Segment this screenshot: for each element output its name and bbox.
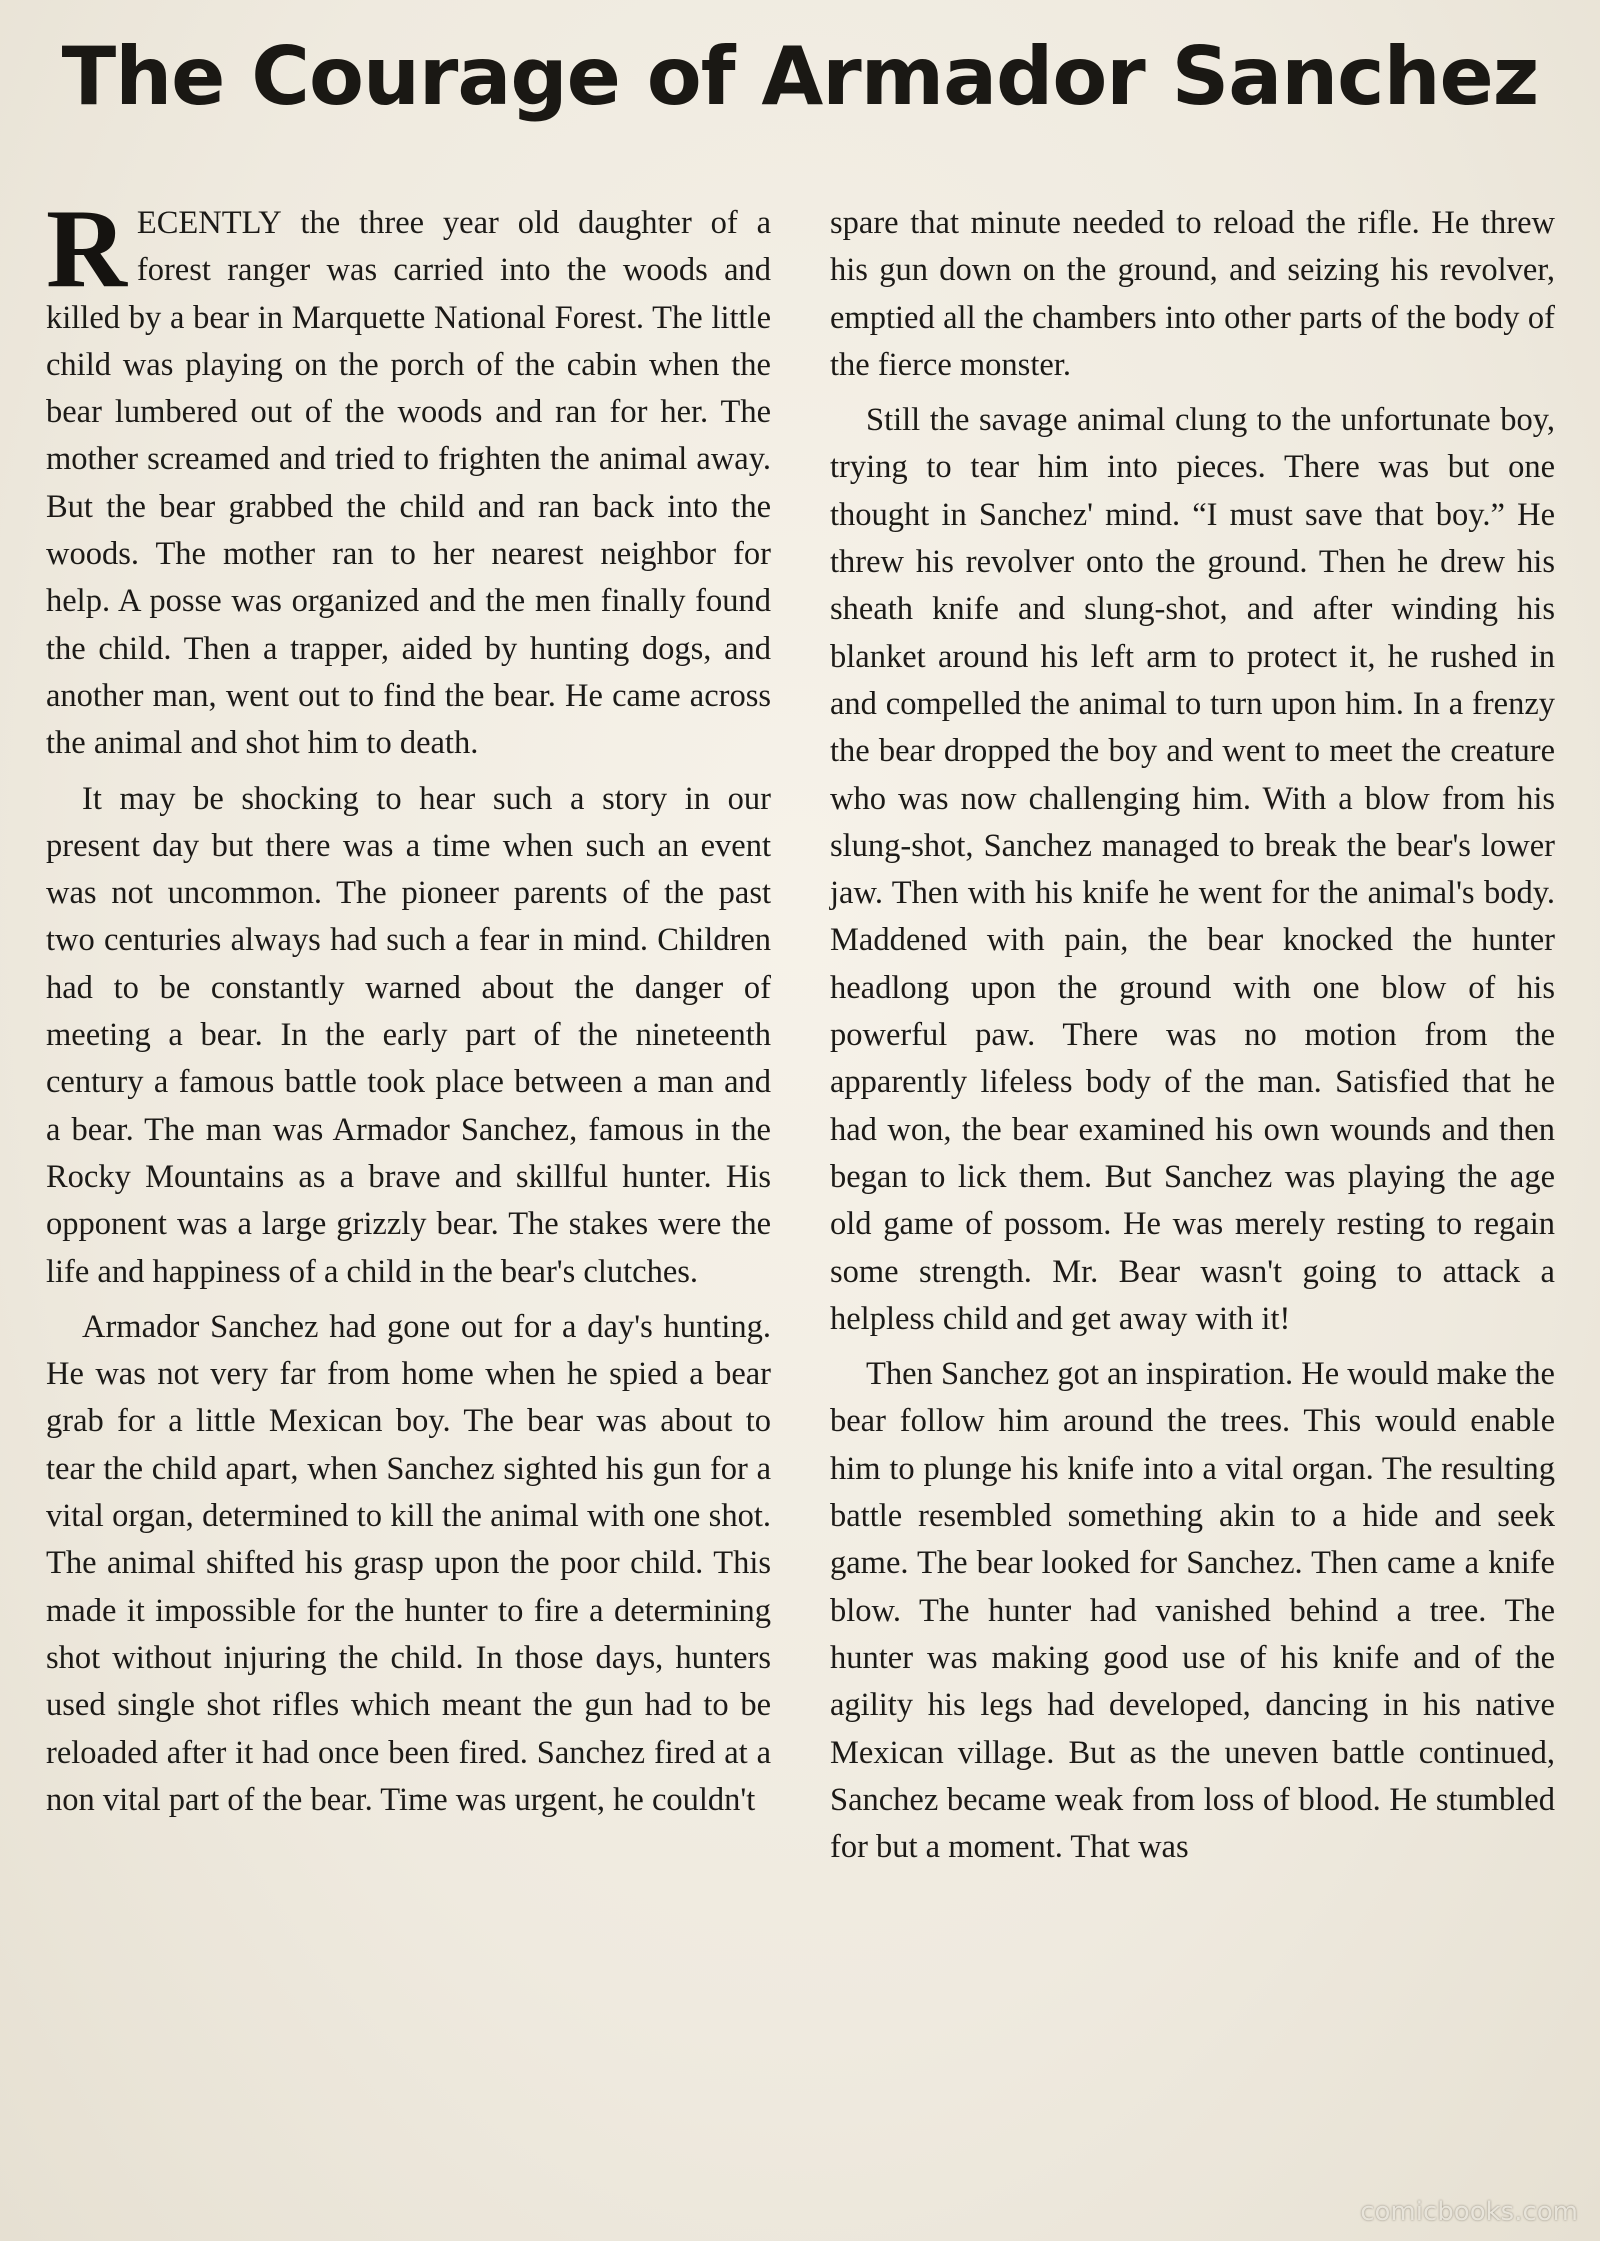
article-column-right bbox=[830, 200, 1555, 1871]
article-paragraph: spare that minute needed to reload the rifle. He threw his gun down on the ground, and seizing his revolver, emptied all the chambers into other parts of the body of the fierce monster. bbox=[830, 205, 1555, 383]
paragraph-text: the three year old daughter of a forest ranger was carried into the woods and killed by a bear in Marquette National Forest. The little child was playing on the porch of the cabin when the bear lumbered out of the woods and ran for her. The mother screamed and tried to frighten the animal away. But the bear grabbed the child and ran back into the woods. The mother ran to her nearest neighbor for help. A posse was organized and the men finally found the child. Then a trapper, aided by hunting dogs, and another man, went out to find the bear. He came across the animal and shot him to death. bbox=[46, 205, 771, 762]
lead-word: ECENTLY bbox=[136, 205, 282, 241]
article-paragraph: Armador Sanchez had gone out for a day's hunting. He was not very far from home when he spied a bear grab for a little Mexican boy. The bear was about to tear the child apart, when Sanchez sighted his gun for a vital organ, determined to kill the animal with one shot. The animal shifted his grasp upon the poor child. This made it impossible for the hunter to fire a determining shot without injuring the child. In those days, hunters used single shot rifles which meant the gun had to be reloaded after it had once been fired. Sanchez fired at a non vital part of the bear. Time was urgent, he couldn't bbox=[46, 1308, 771, 1818]
watermark: comicbooks.com bbox=[1360, 2197, 1578, 2227]
article-paragraph: Still the savage animal clung to the unfortunate boy, trying to tear him into pieces. There was but one thought in Sanchez' mind. “I must save that boy.” He threw his revolver onto the ground. Then he drew his sheath knife and slung-shot, and after winding his blanket around his left arm to protect it, he rushed in and compelled the animal to turn upon him. In a frenzy the bear dropped the boy and went to meet the creature who was now challenging him. With a blow from his slung-shot, Sanchez managed to break the bear's lower jaw. Then with his knife he went for the animal's body. Maddened with pain, the bear knocked the hunter headlong upon the ground with one blow of his powerful paw. There was no motion from the apparently lifeless body of the man. Satisfied that he had won, the bear examined his own wounds and then began to lick them. But Sanchez was playing the age old game of possom. He was merely resting to regain some strength. Mr. Bear wasn't going to attack a helpless child and get away with it! bbox=[830, 402, 1555, 1337]
article-paragraph: It may be shocking to hear such a story in our present day but there was a time when such an event was not uncommon. The pioneer parents of the past two centuries always had such a fear in mind. Children had to be constantly warned about the danger of meeting a bear. In the early part of the nineteenth century a famous battle took place between a man and a bear. The man was Armador Sanchez, famous in the Rocky Mountains as a brave and skillful hunter. His opponent was a large grizzly bear. The stakes were the life and happiness of a child in the bear's clutches. bbox=[46, 780, 771, 1290]
article-paragraph: Then Sanchez got an inspiration. He would make the bear follow him around the trees. This would enable him to plunge his knife into a vital organ. The resulting battle resembled something akin to a hide and seek game. The bear looked for Sanchez. Then came a knife blow. The hunter had vanished behind a tree. The hunter was making good use of his knife and of the agility his legs had developed, dancing in his native Mexican village. But as the uneven battle continued, Sanchez became weak from loss of blood. He stumbled for but a moment. That was bbox=[830, 1356, 1555, 1866]
article-paragraph bbox=[46, 187, 771, 768]
page-title: The Courage of Armador Sanchez bbox=[61, 30, 1539, 123]
article-column-left bbox=[46, 187, 771, 1824]
drop-cap: R bbox=[46, 187, 127, 311]
